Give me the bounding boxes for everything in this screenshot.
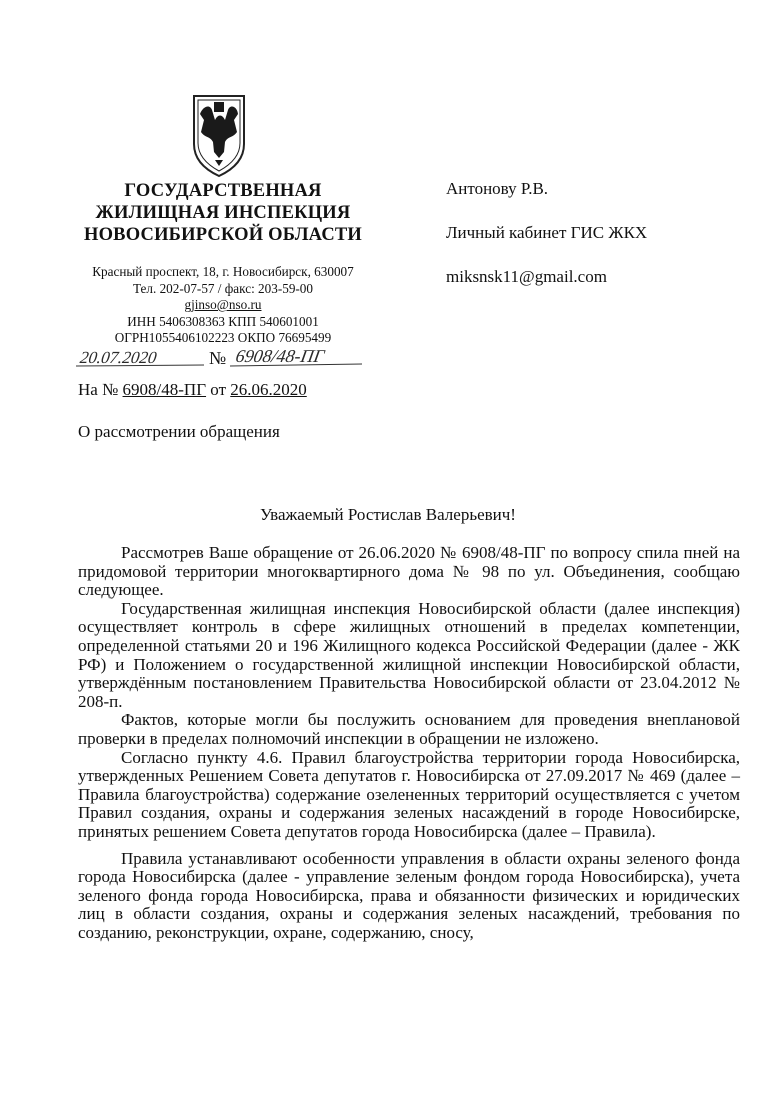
body-paragraph-2: Государственная жилищная инспекция Новосибирской области (далее инспекция) осуществляет контроль в сфере жилищных отношений в пределах компетенции, определенной статьями 20 и 196 Жилищного кодекса Российской Федерации (далее - ЖК РФ) и Положением о государственной жилищной инспекции Новосибирской области, утверждённым постановлением Правительства Новосибирской области от 23.04.2012 № 208-п. (78, 598, 740, 711)
inn-kpp: ИНН 5406308363 КПП 540601001 (127, 313, 319, 329)
reference-date: 26.06.2020 (230, 380, 307, 399)
handwritten-number: 6908/48-ПГ (234, 346, 326, 366)
letter-body (78, 544, 740, 942)
organization-name (78, 180, 368, 246)
body-paragraph-3: Фактов, которые могли бы послужить основанием для проведения внеплановой проверки в пределах полномочий инспекции в обращении не изложено. (78, 710, 740, 748)
reference-line (78, 380, 307, 400)
org-line-3: НОВОСИБИРСКОЙ ОБЛАСТИ (83, 225, 363, 245)
letter-subject: О рассмотрении обращения (78, 422, 280, 441)
handwritten-date: 20.07.2020 (78, 348, 158, 367)
recipient-name: Антонову Р.В. (446, 179, 549, 198)
outgoing-registration-line (76, 344, 376, 370)
recipient-block (446, 178, 647, 310)
reference-number: 6908/48-ПГ (122, 380, 207, 399)
greeting: Уважаемый Ростислав Валерьевич! (260, 505, 516, 524)
org-line-1: ГОСУДАРСТВЕННАЯ (124, 181, 322, 201)
reference-from: от (210, 380, 227, 399)
contact-block (78, 264, 368, 347)
coat-of-arms-icon (188, 92, 250, 178)
org-email-link[interactable]: gjinso@nso.ru (184, 297, 262, 313)
address: Красный проспект, 18, г. Новосибирск, 630007 (92, 264, 354, 279)
phone-fax: Тел. 202-07-57 / факс: 203-59-00 (132, 280, 313, 296)
recipient-email[interactable]: miksnsk11@gmail.com (446, 267, 607, 286)
body-paragraph-4: Согласно пункту 4.6. Правил благоустройства территории города Новосибирска, утвержденных Решением Совета депутатов г. Новосибирска от 27.09.2017 № 469 (далее – Правила благоустройства) содержание озелененных территорий осуществляется с учетом Правил создания, охраны и содержания зеленых насаждений в городе Новосибирске, принятых решением Совета депутатов города Новосибирска (далее – Правила). (78, 747, 740, 841)
ogrn-okpo: ОГРН1055406102223 ОКПО 76695499 (114, 330, 332, 346)
body-paragraph-1: Рассмотрев Ваше обращение от 26.06.2020 № 6908/48-ПГ по вопросу спила пней на придомовой территории многоквартирного дома № 98 по ул. Объединения, сообщаю следующее. (78, 543, 740, 600)
number-sign: № (209, 348, 227, 368)
recipient-cabinet: Личный кабинет ГИС ЖКХ (446, 223, 648, 242)
body-paragraph-5: Правила устанавливают особенности управления в области охраны зеленого фонда города Новосибирска (далее - управление зеленым фондом города Новосибирска), учета зеленого фонда города Новосибирска, права и обязанности физических и юридических лиц в области создания, охраны и содержания зеленых насаждений, требования по созданию, реконструкции, охране, содержанию, сносу, (78, 848, 740, 942)
reference-prefix: На № (78, 380, 119, 399)
org-line-2: ЖИЛИЩНАЯ ИНСПЕКЦИЯ (95, 203, 351, 223)
